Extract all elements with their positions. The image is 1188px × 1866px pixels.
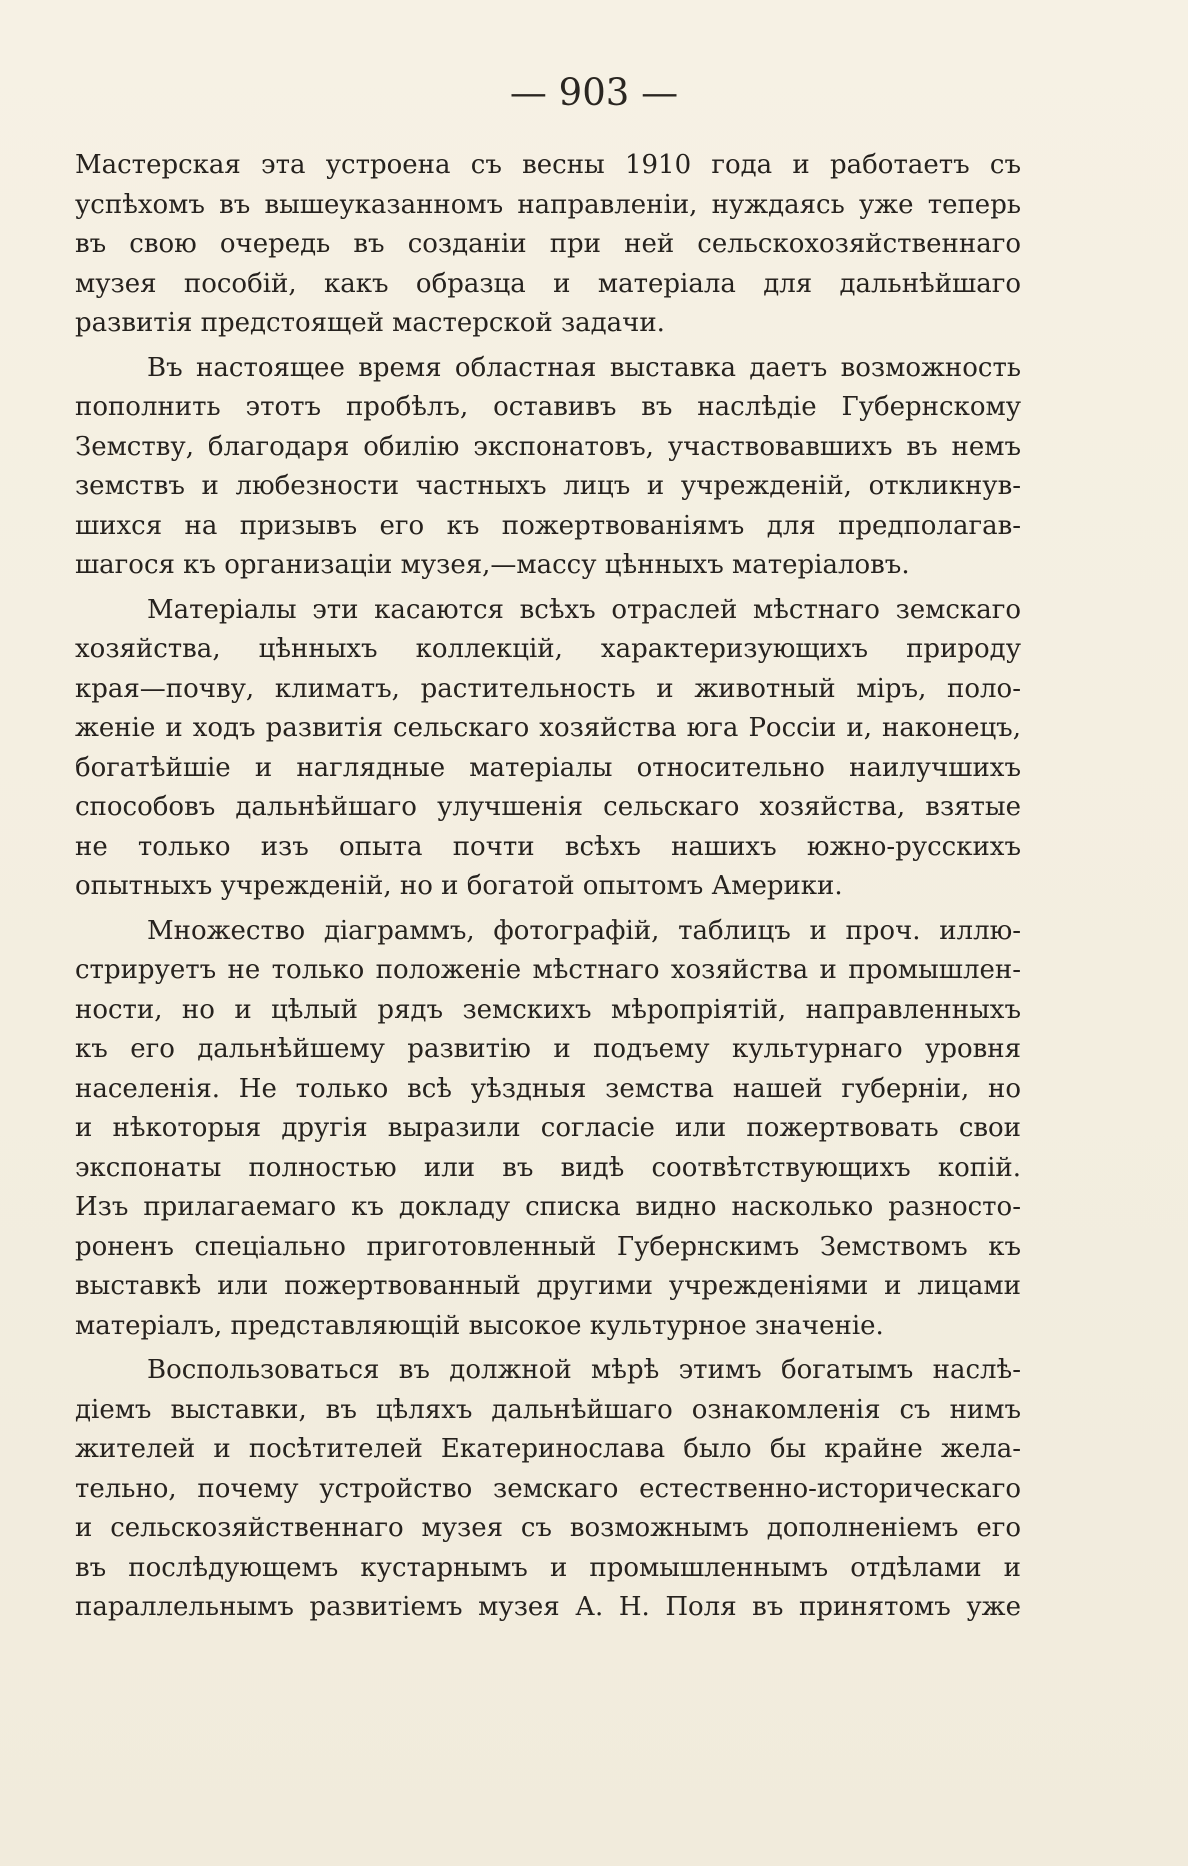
text-line: къ его дальнѣйшему развитію и подъему культурнаго уровня <box>75 1034 1021 1064</box>
text-line: ности, но и цѣлый рядъ земскихъ мѣропріятій, направленныхъ <box>75 994 1021 1025</box>
text-line: шагося къ организаціи музея,—массу цѣнныхъ матеріаловъ. <box>75 550 910 580</box>
body-text <box>75 146 1021 1628</box>
text-line: успѣхомъ въ вышеуказанномъ направленіи, нуждаясь уже теперь <box>75 189 1021 220</box>
text-line: способовъ дальнѣйшаго улучшенія сельскаго хозяйства, взятые <box>75 792 1021 822</box>
text-line: не только изъ опыта почти всѣхъ нашихъ южно-русскихъ <box>75 831 1021 862</box>
text-line: Земству, благодаря обилію экспонатовъ, участвовавшихъ въ немъ <box>75 431 1021 462</box>
text-line: параллельнымъ развитіемъ музея А. Н. Поля въ принятомъ уже <box>75 1592 1021 1622</box>
paragraph-2 <box>75 349 1021 586</box>
text-line: Мастерская эта устроена съ весны 1910 года и работаетъ съ <box>75 150 1021 180</box>
text-line: Матеріалы эти касаются всѣхъ отраслей мѣстнаго земскаго <box>147 594 1021 625</box>
page-number: — 903 — <box>509 71 679 114</box>
paragraph-1 <box>75 146 1021 344</box>
paragraph-4 <box>75 912 1021 1347</box>
text-line: выставкѣ или пожертвованный другими учрежденіями и лицами <box>75 1271 1021 1301</box>
text-line: женіе и ходъ развитія сельскаго хозяйства юга Россіи и, наконецъ, <box>75 713 1021 743</box>
paragraph-5 <box>75 1351 1021 1628</box>
text-line: роненъ спеціально приготовленный Губернскимъ Земствомъ къ <box>75 1231 1021 1262</box>
text-line: экспонаты полностью или въ видѣ соотвѣтствующихъ копій. <box>75 1152 1021 1183</box>
text-line: шихся на призывъ его къ пожертвованіямъ для предполагав- <box>75 510 1021 541</box>
text-line: въ свою очередь въ созданіи при ней сельскохозяйственнаго <box>75 229 1021 259</box>
text-line: края—почву, климатъ, растительность и животный міръ, поло- <box>75 673 1021 704</box>
text-line: населенія. Не только всѣ уѣздныя земства нашей губерніи, но <box>75 1073 1021 1104</box>
paragraph-3 <box>75 591 1021 907</box>
text-line: жителей и посѣтителей Екатеринослава было бы крайне жела- <box>75 1434 1021 1464</box>
text-line: развитія предстоящей мастерской задачи. <box>75 308 665 338</box>
text-line: тельно, почему устройство земскаго естественно-историческаго <box>75 1473 1021 1504</box>
text-line: Множество діаграммъ, фотографій, таблицъ и проч. иллю- <box>147 915 1021 946</box>
text-line: земствъ и любезности частныхъ лицъ и учрежденій, откликнув- <box>75 471 1021 501</box>
text-line: и сельскозяйственнаго музея съ возможнымъ дополненіемъ его <box>75 1513 1021 1543</box>
text-line: опытныхъ учрежденій, но и богатой опытомъ Америки. <box>75 871 843 901</box>
text-line: музея пособій, какъ образца и матеріала для дальнѣйшаго <box>75 268 1021 299</box>
text-line: діемъ выставки, въ цѣляхъ дальнѣйшаго ознакомленія съ нимъ <box>75 1394 1021 1425</box>
text-line: богатѣйшіе и наглядные матеріалы относительно наилучшихъ <box>75 752 1021 783</box>
text-line: Изъ прилагаемаго къ докладу списка видно насколько разносто- <box>75 1192 1021 1222</box>
text-line: пополнить этотъ пробѣлъ, оставивъ въ наслѣдіе Губернскому <box>75 392 1021 422</box>
text-line: стрируетъ не только положеніе мѣстнаго хозяйства и промышлен- <box>75 955 1021 985</box>
text-line: и нѣкоторыя другія выразили согласіе или пожертвовать свои <box>75 1113 1021 1143</box>
text-line: хозяйства, цѣнныхъ коллекцій, характеризующихъ природу <box>75 634 1021 664</box>
text-line: матеріалъ, представляющій высокое культурное значеніе. <box>75 1310 884 1341</box>
text-line: въ послѣдующемъ кустарнымъ и промышленнымъ отдѣлами и <box>75 1552 1021 1583</box>
text-line: Воспользоваться въ должной мѣрѣ этимъ богатымъ наслѣ- <box>147 1355 1021 1385</box>
text-line: Въ настоящее время областная выставка даетъ возможность <box>147 352 1021 383</box>
